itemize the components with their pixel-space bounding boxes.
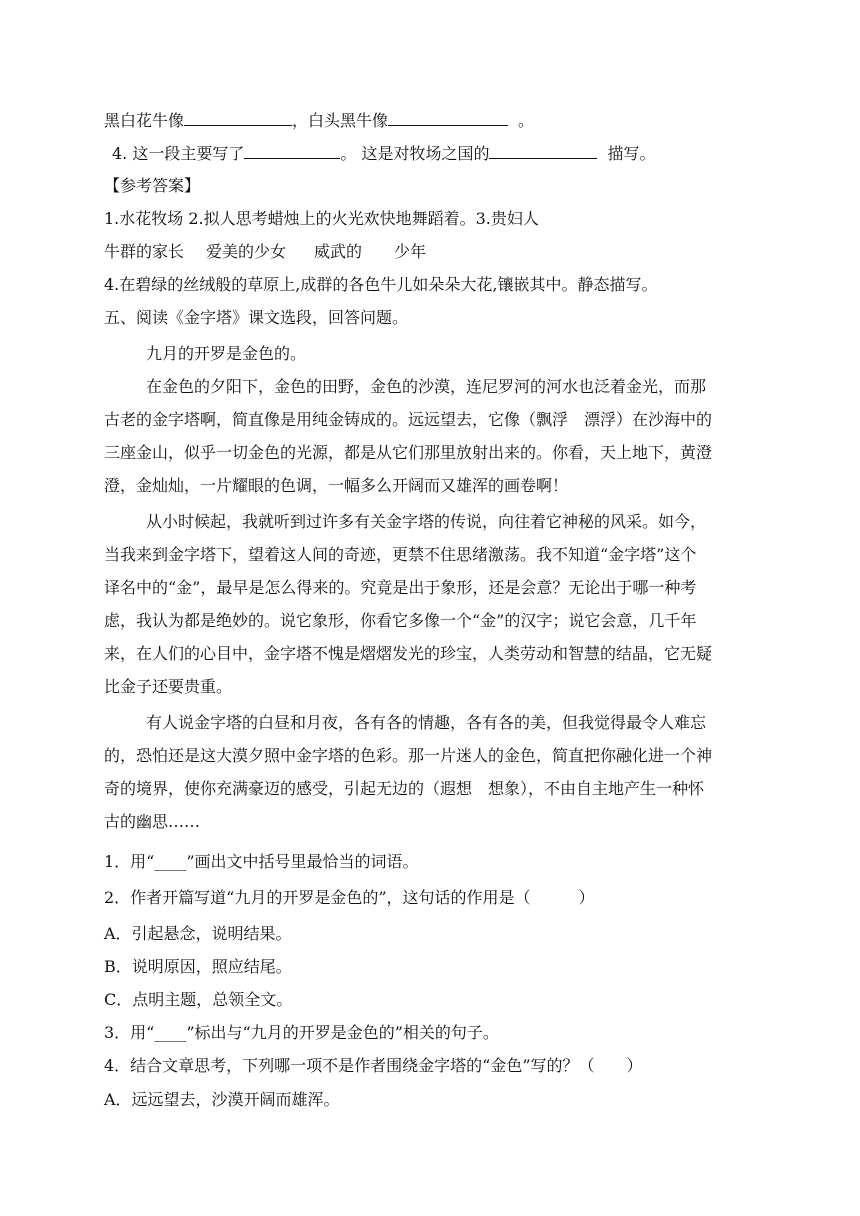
paragraph-line: 在金色的夕阳下，金色的田野，金色的沙漠，连尼罗河的河水也泛着金光，而那	[146, 377, 707, 396]
paragraph-line: 三座金山，似乎一切金色的光源，都是从它们那里放射出来的。你看，天上地下，黄澄	[104, 443, 713, 462]
paragraph-line: 来，在人们的心目中，金字塔不愧是熠熠发光的珍宝，人类劳动和智慧的结晶，它无疑	[104, 644, 713, 663]
question-2-option-a: A．引起悬念，说明结果。	[104, 924, 292, 943]
paragraph-line: 古的幽思……	[104, 812, 201, 831]
answer-header: 【参考答案】	[104, 176, 201, 195]
fill-in-line-question-4	[112, 143, 655, 164]
answer-blank[interactable]	[388, 110, 508, 126]
paragraph-line: 有人说金字塔的白昼和月夜，各有各的情趣，各有各的美，但我觉得最令人难忘	[146, 713, 707, 732]
paragraph-line: 比金子还要贵重。	[104, 677, 233, 696]
text-segment: ，白头黑牛像	[292, 111, 389, 130]
question-2-option-b: B．说明原因，照应结尾。	[104, 957, 292, 976]
paragraph-line: 古老的金字塔啊，简直像是用纯金铸成的。远远望去，它像（飘浮 漂浮）在沙海中的	[104, 410, 713, 429]
question-4: 4．结合文章思考，下列哪一项不是作者围绕金字塔的“金色”写的？（ ）	[104, 1056, 643, 1075]
text-segment: 描写。	[607, 144, 656, 163]
text-segment: 。	[518, 111, 535, 130]
text-segment: 黑白花牛像	[104, 111, 185, 130]
paragraph-line: 虑，我认为都是绝妙的。说它象形，你看它多像一个“金”的汉字；说它会意，几千年	[104, 611, 697, 630]
paragraph-line: 澄，金灿灿，一片耀眼的色调，一幅多么开阔而又雄浑的画卷啊！	[104, 476, 569, 495]
text-segment: 4. 这一段主要写了	[112, 144, 245, 163]
answer-item: 牛群的家长	[104, 242, 185, 261]
question-1: 1．用“____”画出文中括号里最恰当的词语。	[104, 852, 419, 871]
answer-line: 1.水花牧场 2.拟人思考蜡烛上的火光欢快地舞蹈着。3.贵妇人	[104, 209, 539, 228]
paragraph-line: 从小时候起，我就听到过许多有关金字塔的传说，向往着它神秘的风采。如今，	[146, 512, 707, 531]
answer-item: 少年	[394, 242, 427, 261]
question-2: 2．作者开篇写道“九月的开罗是金色的”，这句话的作用是（ ）	[104, 888, 595, 907]
answer-line-2	[104, 242, 426, 262]
paragraph-line: 的，恐怕还是这大漠夕照中金字塔的色彩。那一片迷人的金色，简直把你融化进一个神	[104, 746, 713, 765]
question-3: 3．用“____”标出与“九月的开罗是金色的”相关的句子。	[104, 1023, 499, 1042]
answer-blank[interactable]	[244, 143, 340, 159]
answer-line: 4.在碧绿的丝绒般的草原上,成群的各色牛儿如朵朵大花,镶嵌其中。静态描写。	[104, 275, 658, 294]
answer-blank[interactable]	[184, 110, 292, 126]
answer-blank[interactable]	[489, 143, 597, 159]
paragraph-line: 奇的境界，使你充满豪迈的感受，引起无边的（遐想 想象），不由自主地产生一种怀	[104, 779, 705, 798]
paragraph-line: 译名中的“金”，最早是怎么得来的。究竟是出于象形，还是会意？无论出于哪一种考	[104, 578, 697, 597]
paragraph-line: 当我来到金字塔下，望着这人间的奇迹，更禁不住思绪激荡。我不知道“金字塔”这个	[104, 545, 697, 564]
question-2-option-c: C．点明主题，总领全文。	[104, 990, 293, 1009]
question-4-option-a: A．远远望去，沙漠开阔而雄浑。	[104, 1090, 340, 1109]
section-title: 五、阅读《金字塔》课文选段，回答问题。	[104, 308, 409, 327]
answer-item: 爱美的少女	[206, 242, 287, 261]
answer-item: 威武的	[314, 242, 363, 261]
paragraph-line: 九月的开罗是金色的。	[146, 344, 307, 363]
text-segment: 。 这是对牧场之国的	[340, 144, 490, 163]
fill-in-line-cow-comparison	[104, 110, 534, 131]
